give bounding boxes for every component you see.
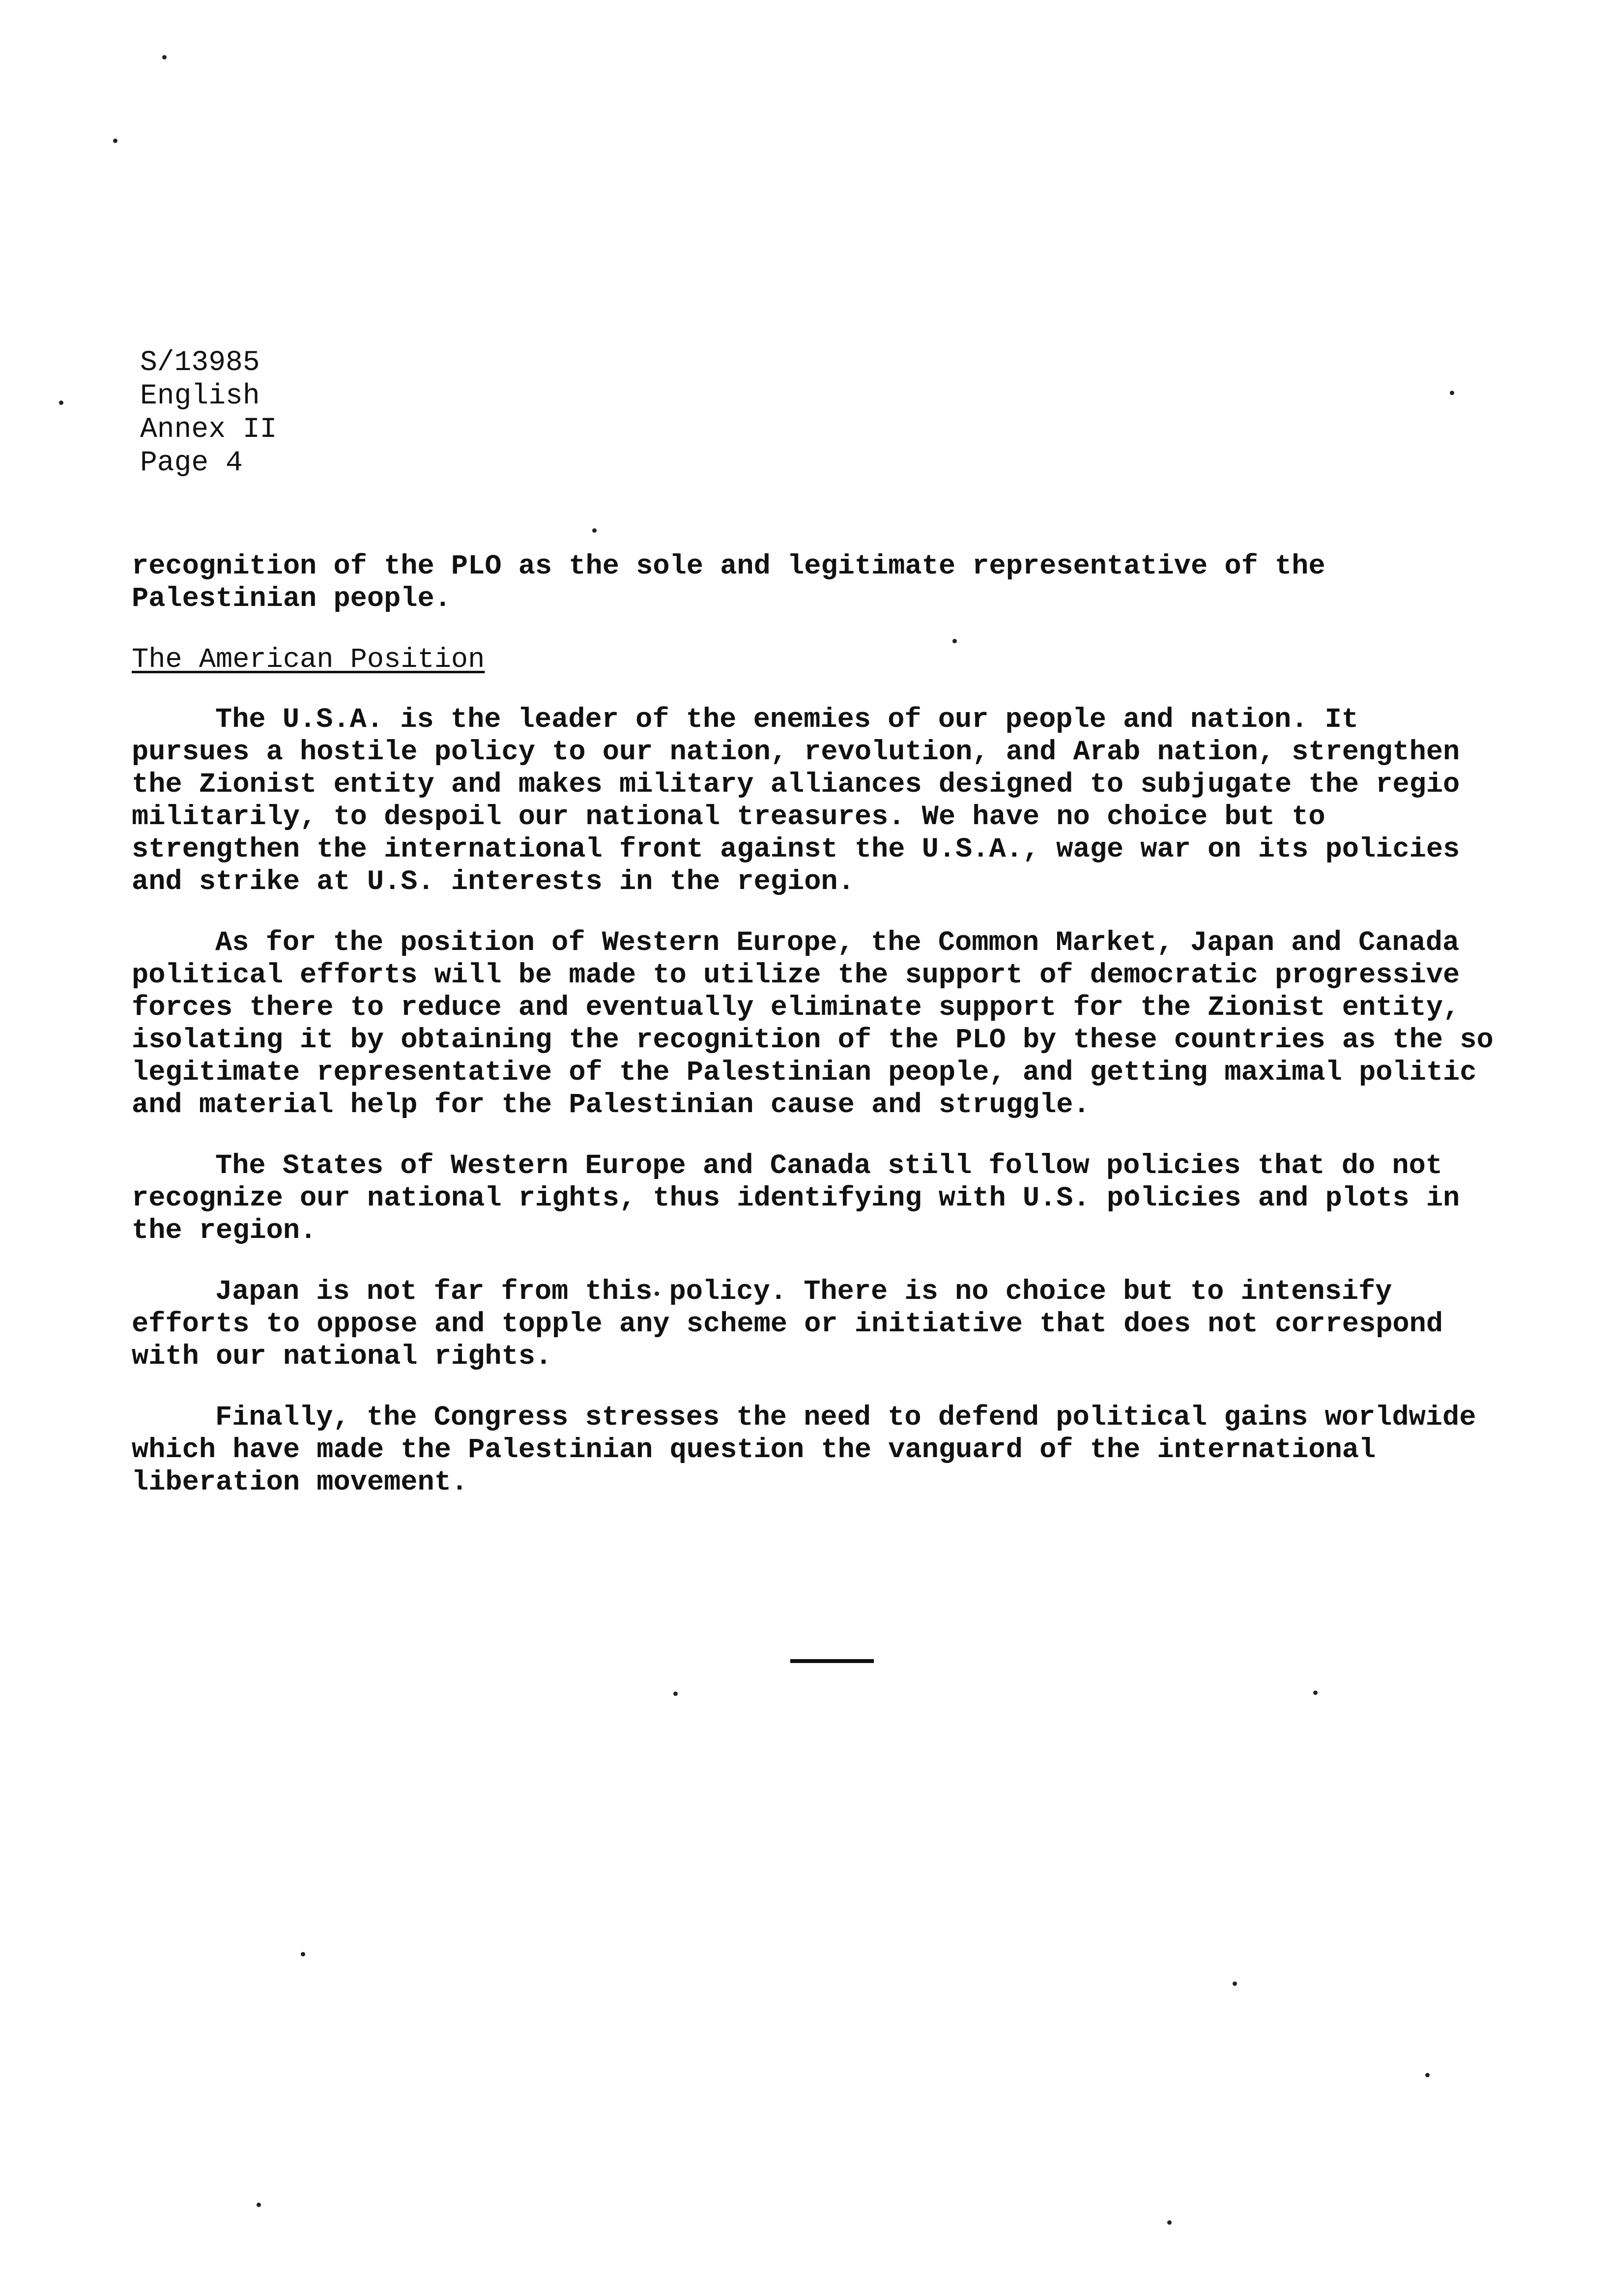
scan-speck: [301, 1952, 305, 1956]
paragraph-line: isolating it by obtaining the recognition of the PLO by these countries as the so: [132, 1025, 1494, 1056]
document-symbol: S/13985: [140, 347, 260, 379]
paragraph-line: strengthen the international front against the U.S.A., wage war on its policies: [132, 834, 1460, 865]
document-page-number: Page 4: [140, 447, 243, 479]
paragraph-line: political efforts will be made to utilize the support of democratic progressive: [132, 960, 1460, 991]
document-header: [140, 346, 277, 480]
paragraph-line: The U.S.A. is the leader of the enemies of our people and nation. It: [215, 704, 1358, 736]
paragraph-line: forces there to reduce and eventually eliminate support for the Zionist entity,: [132, 992, 1460, 1024]
end-divider: [790, 1659, 874, 1663]
paragraph-line: legitimate representative of the Palestinian people, and getting maximal politic: [132, 1057, 1477, 1089]
scan-speck: [1313, 1691, 1318, 1695]
paragraph-line: the Zionist entity and makes military alliances designed to subjugate the regio: [132, 769, 1460, 801]
scan-speck: [162, 55, 167, 59]
paragraph-continued: [132, 550, 1508, 615]
paragraph-states-canada: [132, 1150, 1508, 1247]
scan-speck: [59, 401, 63, 405]
scan-speck: [113, 139, 117, 143]
scan-speck: [257, 2203, 261, 2207]
paragraph-line: recognize our national rights, thus identifying with U.S. policies and plots in: [132, 1183, 1460, 1214]
section-heading: The American Position: [132, 644, 485, 676]
paragraph-line: The States of Western Europe and Canada still follow policies that do not: [215, 1150, 1443, 1182]
paragraph-line: with our national rights.: [132, 1341, 552, 1373]
paragraph-line: liberation movement.: [132, 1467, 468, 1498]
scan-speck: [1167, 2220, 1172, 2225]
paragraph-line: Japan is not far from this policy. There is no choice but to intensify: [215, 1276, 1392, 1308]
paragraph-usa: [132, 704, 1508, 898]
paragraph-line: and material help for the Palestinian cause and struggle.: [132, 1090, 1090, 1121]
document-body: [132, 550, 1508, 1527]
scan-speck: [673, 1692, 678, 1696]
paragraph-line: efforts to oppose and topple any scheme or initiative that does not correspond: [132, 1309, 1443, 1340]
scan-speck: [1233, 1981, 1237, 1986]
scan-speck: [1450, 391, 1454, 395]
paragraph-line: the region.: [132, 1215, 317, 1247]
paragraph-line: Finally, the Congress stresses the need to defend political gains worldwide: [215, 1402, 1476, 1434]
paragraph-line: and strike at U.S. interests in the region.: [132, 866, 855, 898]
paragraph-line: militarily, to despoil our national treasures. We have no choice but to: [132, 802, 1325, 833]
paragraph-line: recognition of the PLO as the sole and legitimate representative of the: [132, 551, 1325, 582]
paragraph-line: which have made the Palestinian question the vanguard of the international: [132, 1435, 1376, 1466]
document-annex: Annex II: [140, 414, 277, 446]
paragraph-japan: [132, 1276, 1508, 1373]
paragraph-line: Palestinian people.: [132, 583, 451, 615]
paragraph-congress: [132, 1402, 1508, 1499]
scan-speck: [1425, 2073, 1430, 2077]
paragraph-western-europe: [132, 927, 1508, 1121]
paragraph-line: As for the position of Western Europe, the Common Market, Japan and Canada: [215, 927, 1460, 959]
scan-speck: [592, 528, 597, 533]
document-language: English: [140, 380, 260, 412]
paragraph-line: pursues a hostile policy to our nation, revolution, and Arab nation, strengthen: [132, 737, 1460, 768]
